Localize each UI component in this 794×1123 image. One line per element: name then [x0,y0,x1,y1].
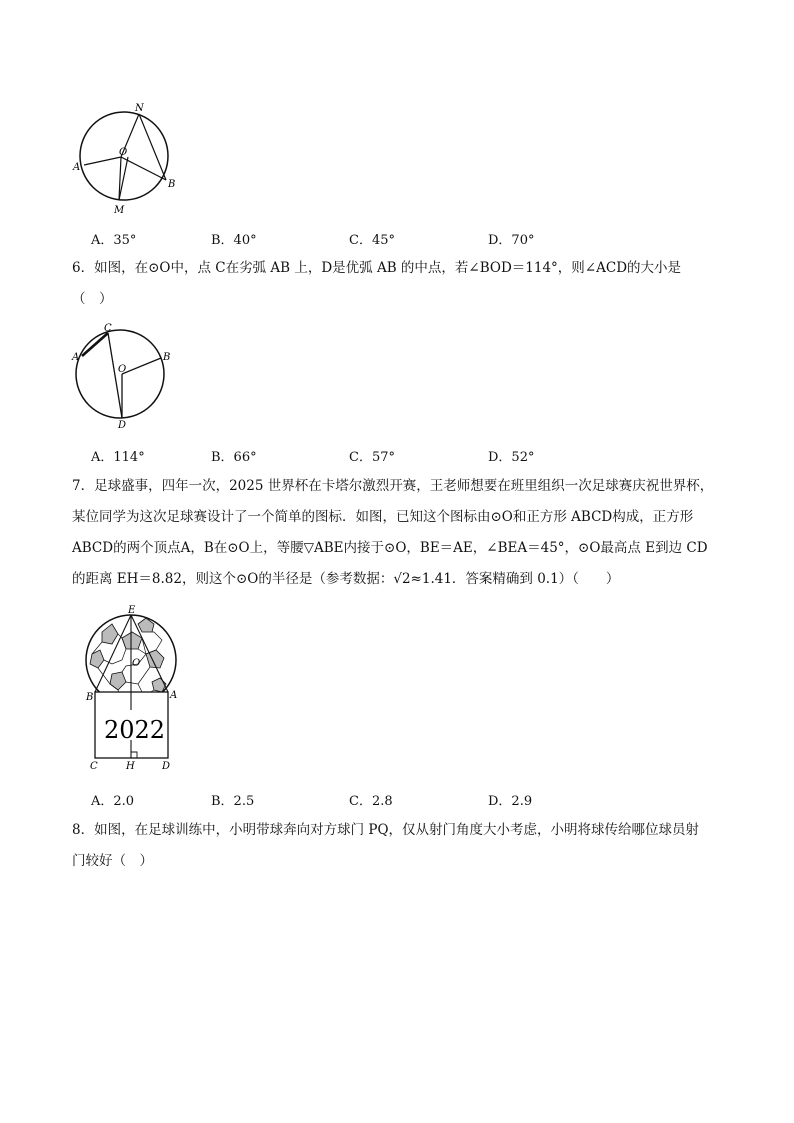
q7-label-e: E [128,605,136,616]
q6-figure [68,322,178,432]
q6-question [72,253,732,315]
q5-label-b: B [168,179,176,190]
q6-option-a: A．114° [91,450,145,465]
q8-question [72,815,732,877]
q5-option-a: A．35° [91,233,137,248]
q5-option-b: B．40° [211,233,257,248]
q5-label-a: A [73,162,81,173]
q7-figure [82,604,192,774]
logo-year-text: 2022 [104,716,166,744]
q6-option-d: D．52° [488,450,535,465]
q7-option-c: C．2.8 [349,794,393,809]
q7-line-2: 某位同学为这次足球赛设计了一个简单的图标．如图，已知这个图标由⊙O和正方形 ABCD构成，正方形 [72,509,694,525]
q6-label-o: O [118,364,127,375]
q7-line-4: 的距离 EH＝8.82，则这个⊙O的半径是（参考数据：√2≈1.41．答案精确到 0.1）（ ） [72,571,620,587]
q7-option-b: B．2.5 [211,794,255,809]
q8-line-1: 8．如图，在足球训练中，小明带球奔向对方球门 PQ，仅从射门角度大小考虑，小明将球传给哪位球员射 [72,822,700,838]
q8-line-2: 门较好（ ） [72,853,153,869]
q6-line-2: （ ） [72,291,113,307]
q7-label-a: A [170,690,178,701]
q6-option-c: C．57° [349,450,395,465]
q5-label-o: O [119,147,128,158]
q5-option-c: C．45° [349,233,395,248]
q6-label-d: D [118,420,127,431]
q6-option-b: B．66° [211,450,257,465]
q7-label-b: B [86,692,94,703]
q6-label-b: B [163,352,171,363]
q5-option-d: D．70° [488,233,535,248]
q7-label-d: D [162,761,171,772]
q7-label-h: H [126,761,135,772]
q7-question [72,471,732,595]
q7-label-c: C [90,761,98,772]
q7-option-d: D．2.9 [488,794,533,809]
q6-label-c: C [104,323,112,334]
q5-figure [70,98,180,218]
q7-label-o: O [132,658,141,669]
q6-line-1: 6．如图，在⊙O中，点 C在劣弧 AB 上，D是优弧 AB 的中点，若∠BOD＝114°，则∠ACD的大小是 [72,260,682,276]
q7-line-1: 7．足球盛事，四年一次，2025 世界杯在卡塔尔激烈开赛，王老师想要在班里组织一次足球赛庆祝世界杯， [72,478,714,494]
q7-option-a: A．2.0 [91,794,135,809]
q5-label-n: N [135,103,144,114]
q7-line-3: ABCD的两个顶点A，B在⊙O上，等腰▽ABE内接于⊙O，BE＝AE，∠BEA＝45°，⊙O最高点 E到边 CD [72,540,708,556]
q6-label-a: A [72,352,80,363]
q5-label-m: M [114,205,125,216]
